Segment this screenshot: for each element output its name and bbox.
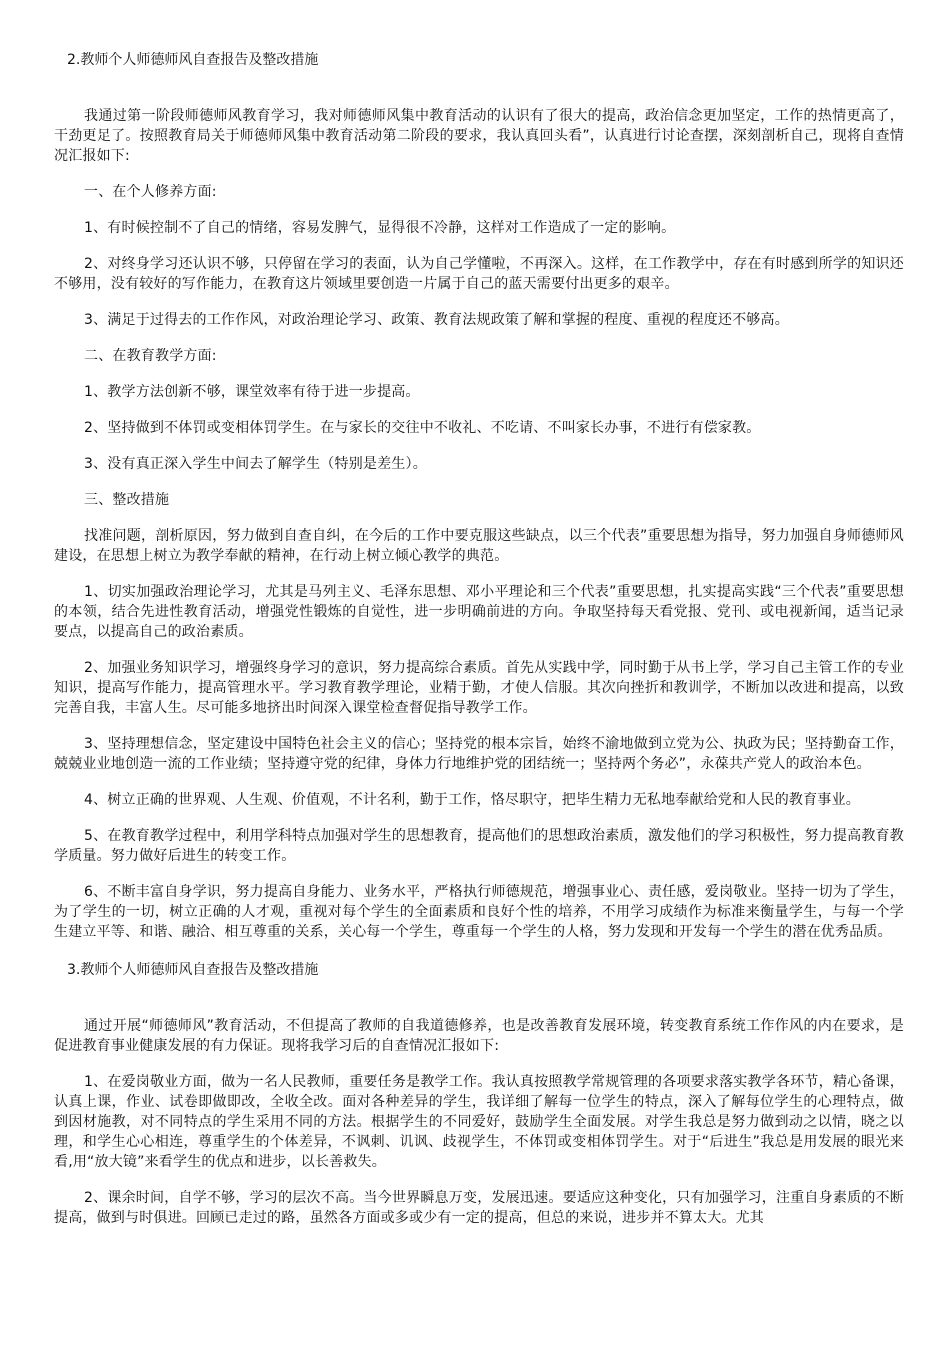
paragraph: 2、坚持做到不体罚或变相体罚学生。在与家长的交往中不收礼、不吃请、不叫家长办事，不进行有偿家教。 bbox=[84, 420, 761, 436]
paragraph: 1、有时候控制不了自己的情绪，容易发脾气，显得很不冷静，这样对工作造成了一定的影响。 bbox=[84, 220, 676, 236]
section-body bbox=[54, 1016, 904, 1228]
paragraph: 通过开展“师德师风”教育活动，不但提高了教师的自我道德修养，也是改善教育发展环境，转变教育系统工作作风的内在要求，是促进教育事业健康发展的有力保证。现将我学习后的自查情况汇报如下: bbox=[54, 1018, 904, 1054]
subheading: 一、在个人修养方面: bbox=[84, 184, 217, 200]
paragraph: 6、不断丰富自身学识，努力提高自身能力、业务水平，严格执行师德规范，增强事业心、责任感，爱岗敬业。坚持一切为了学生，为了学生的一切，树立正确的人才观，重视对每个学生的全面素质和良好个性的培养，不用学习成绩作为标准来衡量学生，与每一个学生建立平等、和谐、融洽、相互尊重的关系，关心每一个学生，尊重每一个学生的人格，努力发现和开发每一个学生的潜在优秀品质。 bbox=[54, 884, 904, 940]
paragraph: 1、在爱岗敬业方面，做为一名人民教师，重要任务是教学工作。我认真按照教学常规管理的各项要求落实教学各环节，精心备课，认真上课，作业、试卷即做即改，全收全改。面对各种差异的学生，我详细了解每一位学生的特点，深入了解每位学生的心理特点，做到因材施教，对不同特点的学生采用不同的方法。根据学生的不同爱好，鼓励学生全面发展。对学生我总是努力做到动之以情，晓之以理，和学生心心相连，尊重学生的个体差异，不讽刺、讥讽、歧视学生，不体罚或变相体罚学生。对于“后进生”我总是用发展的眼光来看,用“放大镜”来看学生的优点和进步，以长善救失。 bbox=[54, 1074, 904, 1170]
subheading: 三、整改措施 bbox=[84, 492, 170, 508]
paragraph: 1、切实加强政治理论学习，尤其是马列主义、毛泽东思想、邓小平理论和三个代表”重要思想，扎实提高实践“三个代表”重要思想的本领，结合先进性教育活动，增强党性锻炼的自觉性，进一步明确前进的方向。争取坚持每天看党报、党刊、或电视新闻，适当记录要点，以提高自己的政治素质。 bbox=[54, 584, 904, 640]
paragraph: 我通过第一阶段师德师风教育学习，我对师德师风集中教育活动的认识有了很大的提高，政治信念更加坚定，工作的热情更高了，干劲更足了。按照教育局关于师德师风集中教育活动第二阶段的要求，我认真回头看”，认真进行讨论查摆，深刻剖析自己，现将自查情况汇报如下: bbox=[54, 108, 904, 164]
paragraph: 3、没有真正深入学生中间去了解学生（特别是差生）。 bbox=[84, 456, 427, 472]
paragraph: 3、满足于过得去的工作作风，对政治理论学习、政策、教育法规政策了解和掌握的程度、重视的程度还不够高。 bbox=[84, 312, 789, 328]
paragraph: 找准问题，剖析原因，努力做到自查自纠，在今后的工作中要克服这些缺点，以三个代表”重要思想为指导，努力加强自身师德师风建设，在思想上树立为教学奉献的精神，在行动上树立倾心教学的典范。 bbox=[54, 528, 904, 564]
section-title: 3.教师个人师德师风自查报告及整改措施 bbox=[67, 962, 319, 978]
paragraph: 1、教学方法创新不够，课堂效率有待于进一步提高。 bbox=[84, 384, 420, 400]
section-body bbox=[54, 106, 904, 942]
paragraph: 2、课余时间，自学不够，学习的层次不高。当今世界瞬息万变，发展迅速。要适应这种变化，只有加强学习，注重自身素质的不断提高，做到与时俱进。回顾已走过的路，虽然各方面或多或少有一定的提高，但总的来说，进步并不算太大。尤其 bbox=[54, 1190, 904, 1226]
paragraph: 2、加强业务知识学习，增强终身学习的意识，努力提高综合素质。首先从实践中学，同时勤于从书上学，学习自己主管工作的专业知识，提高写作能力，提高管理水平。学习教育教学理论，业精于勤，才使人信服。其次向挫折和教训学，不断加以改进和提高，以致完善自我，丰富人生。尽可能多地挤出时间深入课堂检查督促指导教学工作。 bbox=[54, 660, 904, 716]
paragraph: 2、对终身学习还认识不够，只停留在学习的表面，认为自己学懂啦，不再深入。这样，在工作教学中，存在有时感到所学的知识还不够用，没有较好的写作能力，在教育这片领域里要创造一片属于自己的蓝天需要付出更多的艰辛。 bbox=[54, 256, 904, 292]
subheading: 二、在教育教学方面: bbox=[84, 348, 217, 364]
section-title: 2.教师个人师德师风自查报告及整改措施 bbox=[67, 52, 319, 68]
paragraph: 4、树立正确的世界观、人生观、价值观，不计名利，勤于工作，恪尽职守，把毕生精力无私地奉献给党和人民的教育事业。 bbox=[84, 792, 860, 808]
paragraph: 5、在教育教学过程中，利用学科特点加强对学生的思想教育，提高他们的思想政治素质，激发他们的学习积极性，努力提高教育教学质量。努力做好后进生的转变工作。 bbox=[54, 828, 904, 864]
paragraph: 3、坚持理想信念，坚定建设中国特色社会主义的信心；坚持党的根本宗旨，始终不渝地做到立党为公、执政为民；坚持勤奋工作，兢兢业业地创造一流的工作业绩；坚持遵守党的纪律，身体力行地维护党的团结统一；坚持两个务必”，永葆共产党人的政治本色。 bbox=[54, 736, 904, 772]
